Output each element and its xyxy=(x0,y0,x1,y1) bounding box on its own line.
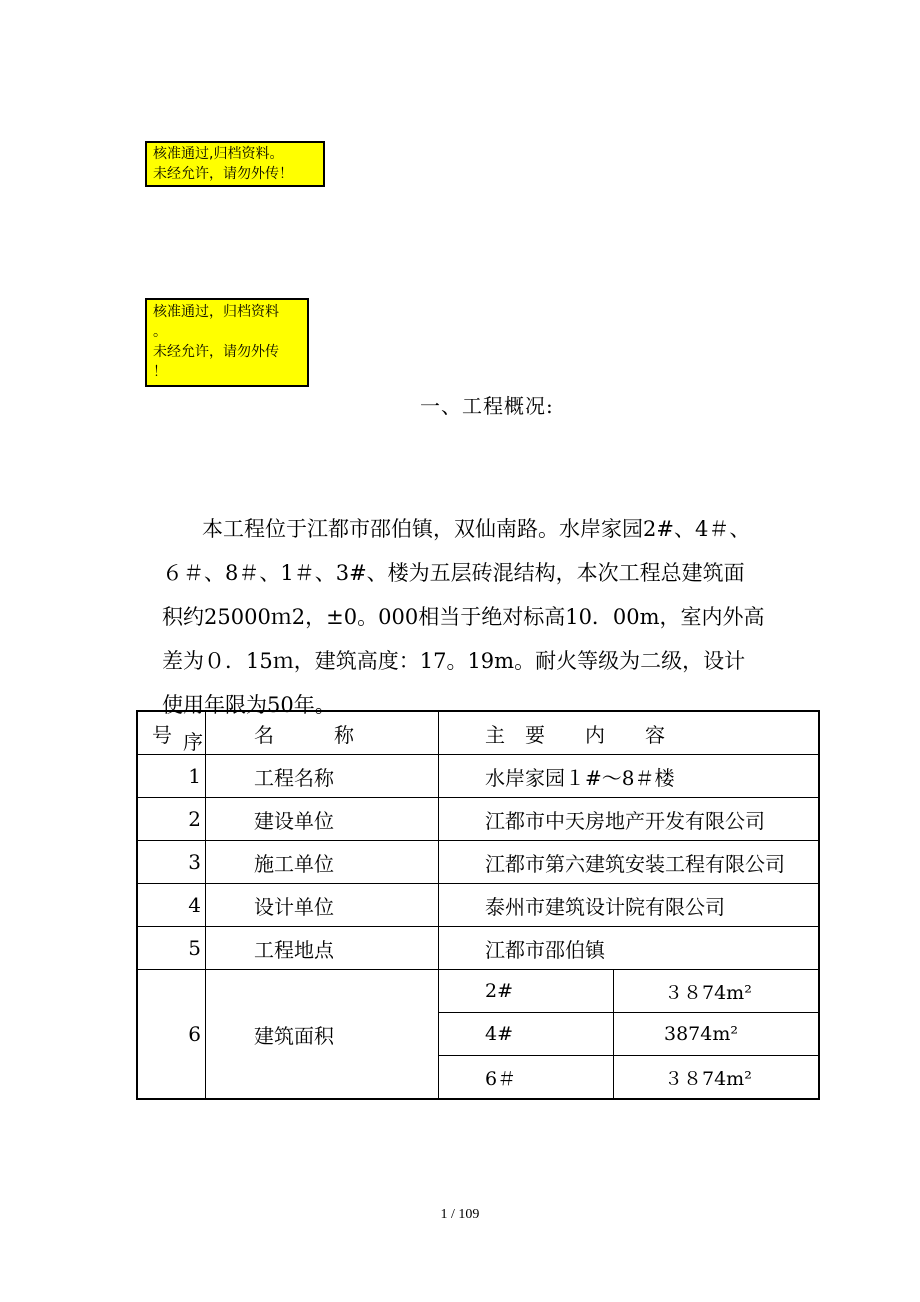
row-content: 江都市邵伯镇 xyxy=(439,927,820,970)
row-name: 建设单位 xyxy=(206,798,439,841)
building-area: ３８74m² xyxy=(614,1056,820,1100)
row-name: 施工单位 xyxy=(206,841,439,884)
paragraph-line: 使用年限为50年。 xyxy=(162,693,336,717)
table-row xyxy=(137,927,819,970)
row-name: 建筑面积 xyxy=(206,970,439,1100)
header-serial-number xyxy=(137,711,206,755)
table-row xyxy=(137,798,819,841)
row-number: 5 xyxy=(137,927,206,970)
row-name: 设计单位 xyxy=(206,884,439,927)
stamp-line: 核准通过,归档资料。 xyxy=(153,146,284,162)
page-number: 1 / 109 xyxy=(440,1207,480,1222)
building-area: 3874m² xyxy=(614,1013,820,1056)
row-number: 6 xyxy=(137,970,206,1100)
row-content: 水岸家园１#～8＃楼 xyxy=(439,755,820,798)
row-name: 工程名称 xyxy=(206,755,439,798)
header-serial-top: 序 xyxy=(183,730,203,754)
paragraph-line: ６＃、8＃、1＃、3#、楼为五层砖混结构，本次工程总建筑面 xyxy=(162,561,745,585)
table-row-area xyxy=(137,970,819,1013)
stamp-line: 核准通过，归档资料 xyxy=(153,304,279,320)
overview-paragraph xyxy=(162,507,812,727)
building-label: 6＃ xyxy=(439,1056,614,1100)
header-content: 主 要 内 容 xyxy=(439,711,820,755)
table-row xyxy=(137,755,819,798)
row-number: 1 xyxy=(137,755,206,798)
building-area: ３８74m² xyxy=(614,970,820,1013)
header-serial-bottom: 号 xyxy=(152,723,172,747)
table-header-row xyxy=(137,711,819,755)
paragraph-line: 积约25000ｍ2，±0。000相当于绝对标高10．00m，室内外高 xyxy=(162,605,765,629)
row-number: 2 xyxy=(137,798,206,841)
building-label: 2# xyxy=(439,970,614,1013)
paragraph-line: 差为０．15ｍ，建筑高度：17。19m。耐火等级为二级，设计 xyxy=(162,649,746,673)
row-content: 泰州市建筑设计院有限公司 xyxy=(439,884,820,927)
row-number: 4 xyxy=(137,884,206,927)
building-label: 4# xyxy=(439,1013,614,1056)
archive-stamp-2 xyxy=(145,298,309,387)
row-name: 工程地点 xyxy=(206,927,439,970)
paragraph-line: 本工程位于江都市邵伯镇，双仙南路。水岸家园2#、4＃、 xyxy=(202,517,751,541)
stamp-line: ！ xyxy=(153,364,167,380)
stamp-line: 未经允许，请勿外传 xyxy=(153,344,279,360)
table-row xyxy=(137,884,819,927)
archive-stamp-1 xyxy=(145,141,325,187)
project-info-table xyxy=(136,710,820,1100)
stamp-line: 。 xyxy=(153,324,167,340)
header-name: 名 称 xyxy=(206,711,439,755)
table-row xyxy=(137,841,819,884)
row-number: 3 xyxy=(137,841,206,884)
row-content: 江都市中天房地产开发有限公司 xyxy=(439,798,820,841)
row-content: 江都市第六建筑安装工程有限公司 xyxy=(439,841,820,884)
section-title: 一、工程概况: xyxy=(420,394,554,418)
stamp-line: 未经允许，请勿外传！ xyxy=(153,166,293,182)
